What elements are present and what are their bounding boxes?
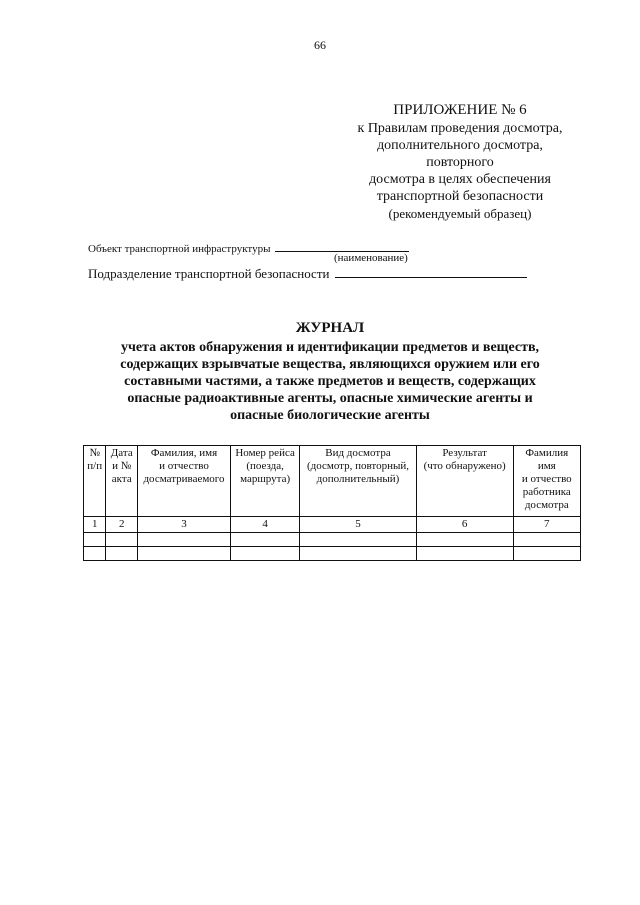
table-row (84, 547, 581, 561)
appendix-block (330, 102, 590, 222)
empty-cell (106, 533, 138, 547)
journal-line: опасные радиоактивные агенты, опасные химические агенты и (127, 391, 533, 406)
empty-cell (513, 533, 580, 547)
column-header-line: Результат (442, 447, 487, 459)
column-number-row (84, 517, 581, 533)
journal-line: составными частями, а также предметов и веществ, содержащих (124, 374, 536, 389)
column-header (84, 446, 106, 517)
appendix-line: дополнительного досмотра, (377, 138, 543, 153)
column-header-line: Фамилия, имя (150, 447, 218, 459)
column-header-line: и отчество (159, 460, 209, 472)
journal-line: опасные биологические агенты (230, 408, 430, 423)
column-header (106, 446, 138, 517)
object-blank-line (275, 239, 409, 252)
appendix-line: повторного (426, 155, 494, 170)
journal-title-block (60, 320, 600, 424)
column-number-cell: 7 (513, 517, 580, 533)
journal-heading: ЖУРНАЛ (295, 320, 365, 336)
column-header-line: и отчество (521, 473, 572, 485)
column-header-line: дополнительный) (316, 473, 400, 485)
column-header-line: маршрута) (240, 473, 291, 485)
empty-cell (106, 547, 138, 561)
column-header-line: акта (111, 473, 132, 485)
subdivision-field (88, 265, 527, 282)
subdivision-label: Подразделение транспортной безопасности (88, 266, 330, 281)
column-number-cell: 4 (230, 517, 299, 533)
column-number-cell: 6 (416, 517, 513, 533)
column-header-line: имя (537, 460, 556, 472)
journal-table (83, 445, 581, 561)
appendix-note: (рекомендуемый образец) (388, 206, 532, 221)
column-header (230, 446, 299, 517)
column-header-line: (поезда, (246, 460, 284, 472)
naming-note: (наименование) (334, 252, 408, 264)
empty-cell (300, 547, 416, 561)
journal-line: содержащих взрывчатые вещества, являющихся оружием или его (120, 357, 540, 372)
column-header-line: Дата (110, 447, 133, 459)
column-header-line: досматриваемого (143, 473, 225, 485)
column-header (300, 446, 416, 517)
object-label: Объект транспортной инфраструктуры (88, 243, 271, 255)
empty-cell (138, 547, 231, 561)
column-header (416, 446, 513, 517)
appendix-title: ПРИЛОЖЕНИЕ № 6 (393, 102, 527, 118)
column-header (513, 446, 580, 517)
journal-line: учета актов обнаружения и идентификации предметов и веществ, (120, 340, 540, 355)
subdivision-blank-line (335, 265, 527, 278)
column-header-line: Номер рейса (235, 447, 295, 459)
column-header-line: п/п (87, 460, 103, 472)
table-row (84, 533, 581, 547)
column-number-cell: 3 (138, 517, 231, 533)
appendix-line: транспортной безопасности (376, 189, 544, 204)
column-header-line: и № (112, 460, 132, 472)
empty-cell (416, 533, 513, 547)
empty-cell (84, 533, 106, 547)
column-header (138, 446, 231, 517)
empty-cell (513, 547, 580, 561)
column-number-cell: 1 (84, 517, 106, 533)
empty-cell (230, 533, 299, 547)
empty-cell (230, 547, 299, 561)
appendix-line: к Правилам проведения досмотра, (357, 121, 563, 136)
page-number: 66 (314, 38, 326, 52)
column-header-line: Вид досмотра (325, 447, 391, 459)
column-header-line: досмотра (524, 499, 569, 511)
column-header-line: Фамилия (525, 447, 569, 459)
empty-cell (138, 533, 231, 547)
column-header-line: № (89, 447, 100, 459)
empty-cell (300, 533, 416, 547)
column-header-line: (что обнаружено) (423, 460, 506, 472)
table-header-row (84, 446, 581, 517)
column-header-line: работника (522, 486, 571, 498)
empty-cell (84, 547, 106, 561)
appendix-line: досмотра в целях обеспечения (369, 172, 551, 187)
column-number-cell: 5 (300, 517, 416, 533)
column-number-cell: 2 (106, 517, 138, 533)
empty-cell (416, 547, 513, 561)
column-header-line: (досмотр, повторный, (306, 460, 409, 472)
